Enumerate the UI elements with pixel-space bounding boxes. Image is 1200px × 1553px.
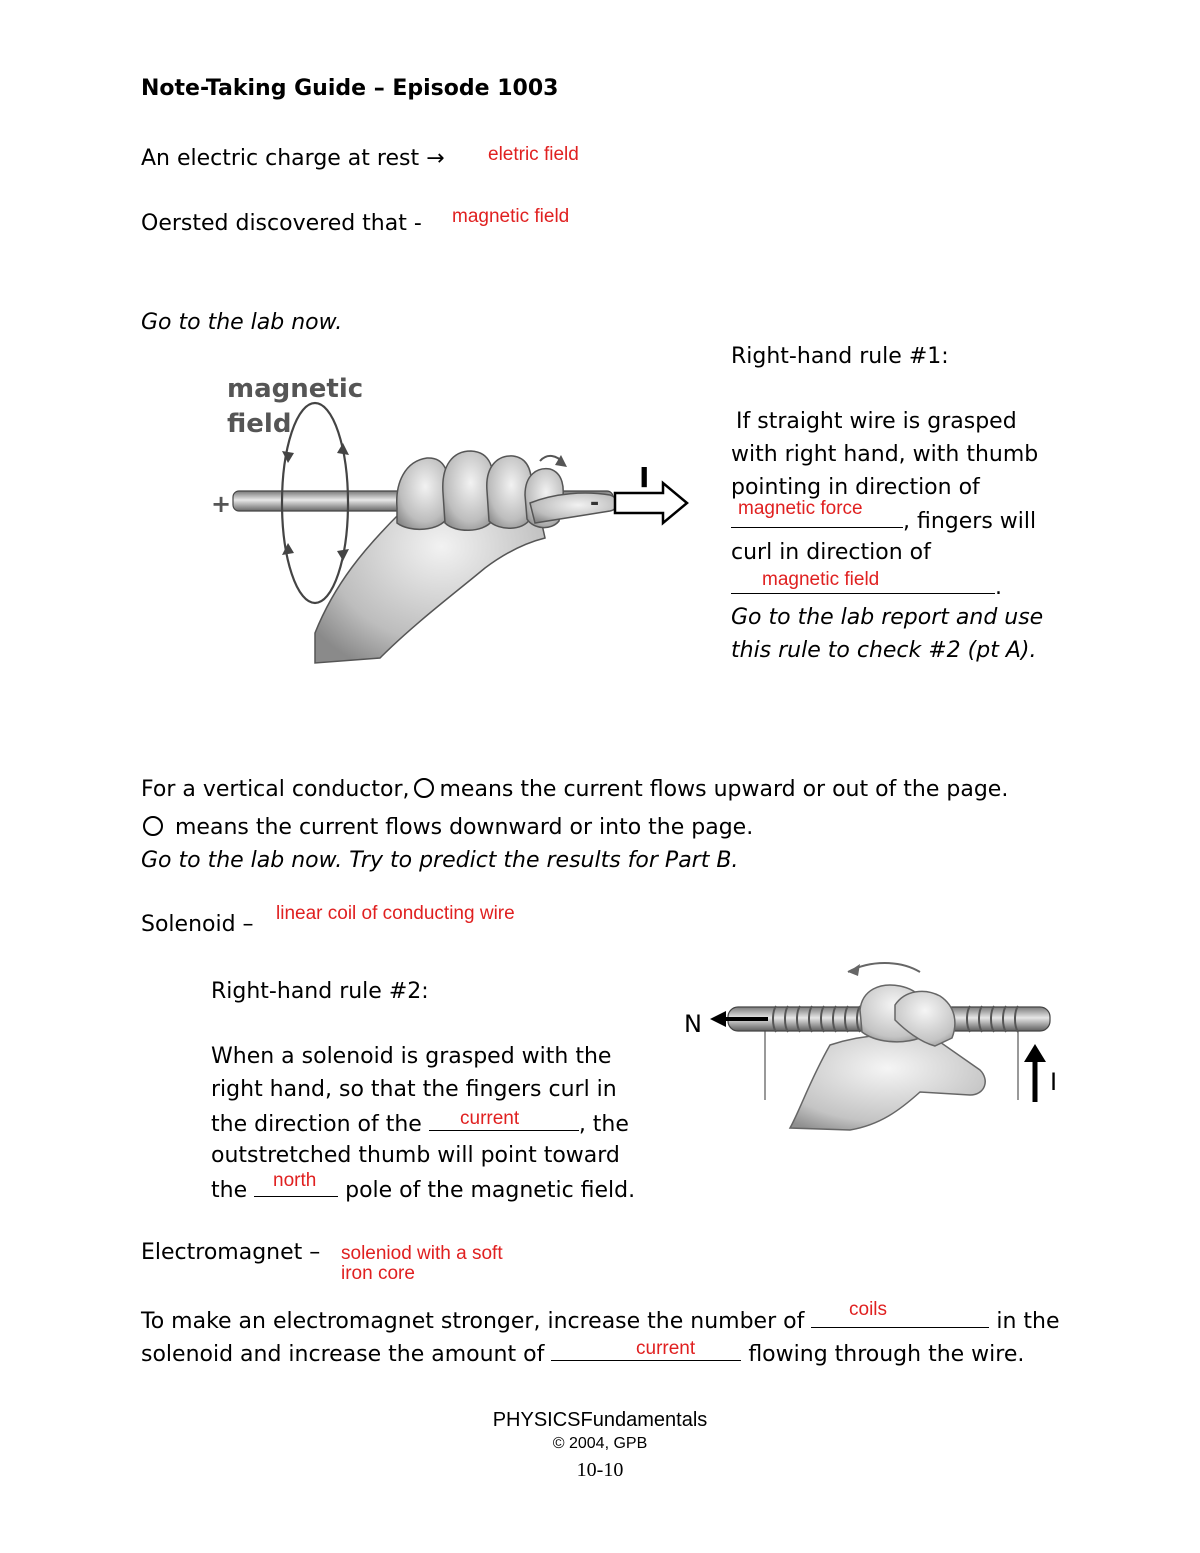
stronger-line2-suffix: flowing through the wire. <box>748 1342 1025 1367</box>
electric-charge-prompt: An electric charge at rest → <box>141 146 445 171</box>
figure2-current-label: I <box>1050 1068 1058 1096</box>
rule1-line2: with right hand, with thumb <box>731 442 1039 467</box>
rule1-line5: curl in direction of <box>731 540 931 565</box>
rule2-line3-prefix: the direction of the <box>211 1112 422 1137</box>
rule2-line5-prefix: the <box>211 1178 248 1203</box>
current-out-symbol-icon <box>414 778 434 798</box>
vertical-line1-post: means the current flows upward or out of the page. <box>439 777 1009 802</box>
rule1-line4-suffix: , fingers will <box>903 509 1037 534</box>
stronger-answer-1: coils <box>849 1299 888 1320</box>
rule2-line5-suffix: pole of the magnetic field. <box>345 1178 636 1203</box>
figure-hand-grasping-wire <box>165 343 710 665</box>
vertical-line2 <box>141 816 753 839</box>
rule2-heading: Right-hand rule #2: <box>211 979 429 1004</box>
oersted-prompt: Oersted discovered that - <box>141 211 422 236</box>
electric-charge-answer: eletric field <box>488 144 579 165</box>
electromagnet-answer-line2: iron core <box>341 1263 415 1284</box>
figure1-label-magnetic: magnetic <box>227 374 364 404</box>
rule2-line3 <box>211 1112 629 1136</box>
vertical-line2-post: means the current flows downward or into the page. <box>175 815 754 840</box>
rule1-answer-2: magnetic field <box>762 569 880 590</box>
solenoid-answer: linear coil of conducting wire <box>276 903 515 924</box>
lab-note-1: Go to the lab now. <box>141 310 343 335</box>
figure1-plus-sign: + <box>211 490 232 518</box>
rule1-lab-line2: this rule to check #2 (pt A). <box>731 638 1037 663</box>
page-title: Note-Taking Guide – Episode 1003 <box>141 76 559 101</box>
figure2-north-label: N <box>684 1010 702 1038</box>
figure-hand-grasping-solenoid <box>680 950 1090 1140</box>
rule2-line3-suffix: , the <box>578 1112 629 1137</box>
figure1-minus-sign: - <box>590 491 600 516</box>
rule1-heading: Right-hand rule #1: <box>731 344 949 369</box>
solenoid-illustration <box>680 950 1090 1140</box>
rule2-answer-1: current <box>460 1108 520 1129</box>
rule2-line1: When a solenoid is grasped with the <box>211 1044 612 1069</box>
stronger-answer-2: current <box>636 1338 696 1359</box>
stronger-line1-prefix: To make an electromagnet stronger, increase the number of <box>141 1309 805 1334</box>
rule2-line2: right hand, so that the fingers curl in <box>211 1077 617 1102</box>
rule1-line3: pointing in direction of <box>731 475 980 500</box>
electromagnet-label: Electromagnet – <box>141 1240 321 1265</box>
stronger-line2 <box>141 1342 1024 1366</box>
vertical-line1-pre: For a vertical conductor, <box>141 777 410 802</box>
vertical-line3: Go to the lab now. Try to predict the results for Part B. <box>141 848 739 873</box>
solenoid-label: Solenoid – <box>141 912 254 937</box>
stronger-line1-suffix: in the <box>996 1309 1060 1334</box>
current-in-symbol-icon <box>143 816 163 836</box>
rule1-line6-suffix: . <box>995 575 1002 600</box>
stronger-line1 <box>141 1309 1060 1333</box>
vertical-line1 <box>141 778 1008 801</box>
footer-page-number: 10-10 <box>576 1459 624 1481</box>
stronger-blank-1 <box>811 1309 989 1328</box>
rule1-answer-1: magnetic force <box>738 498 863 519</box>
stronger-line2-prefix: solenoid and increase the amount of <box>141 1342 545 1367</box>
oersted-answer: magnetic field <box>452 206 570 227</box>
electromagnet-answer-line1: soleniod with a soft <box>341 1243 503 1264</box>
rule2-answer-2: north <box>273 1170 317 1191</box>
rule1-lab-line1: Go to the lab report and use <box>731 605 1044 630</box>
rule2-line4: outstretched thumb will point toward <box>211 1143 620 1168</box>
rule1-line1: If straight wire is grasped <box>736 409 1017 434</box>
footer-copyright: © 2004, GPB <box>552 1435 648 1452</box>
figure1-current-label: I <box>639 461 650 494</box>
footer-brand: PHYSICSFundamentals <box>492 1409 708 1431</box>
figure1-label-field: field <box>227 409 292 439</box>
